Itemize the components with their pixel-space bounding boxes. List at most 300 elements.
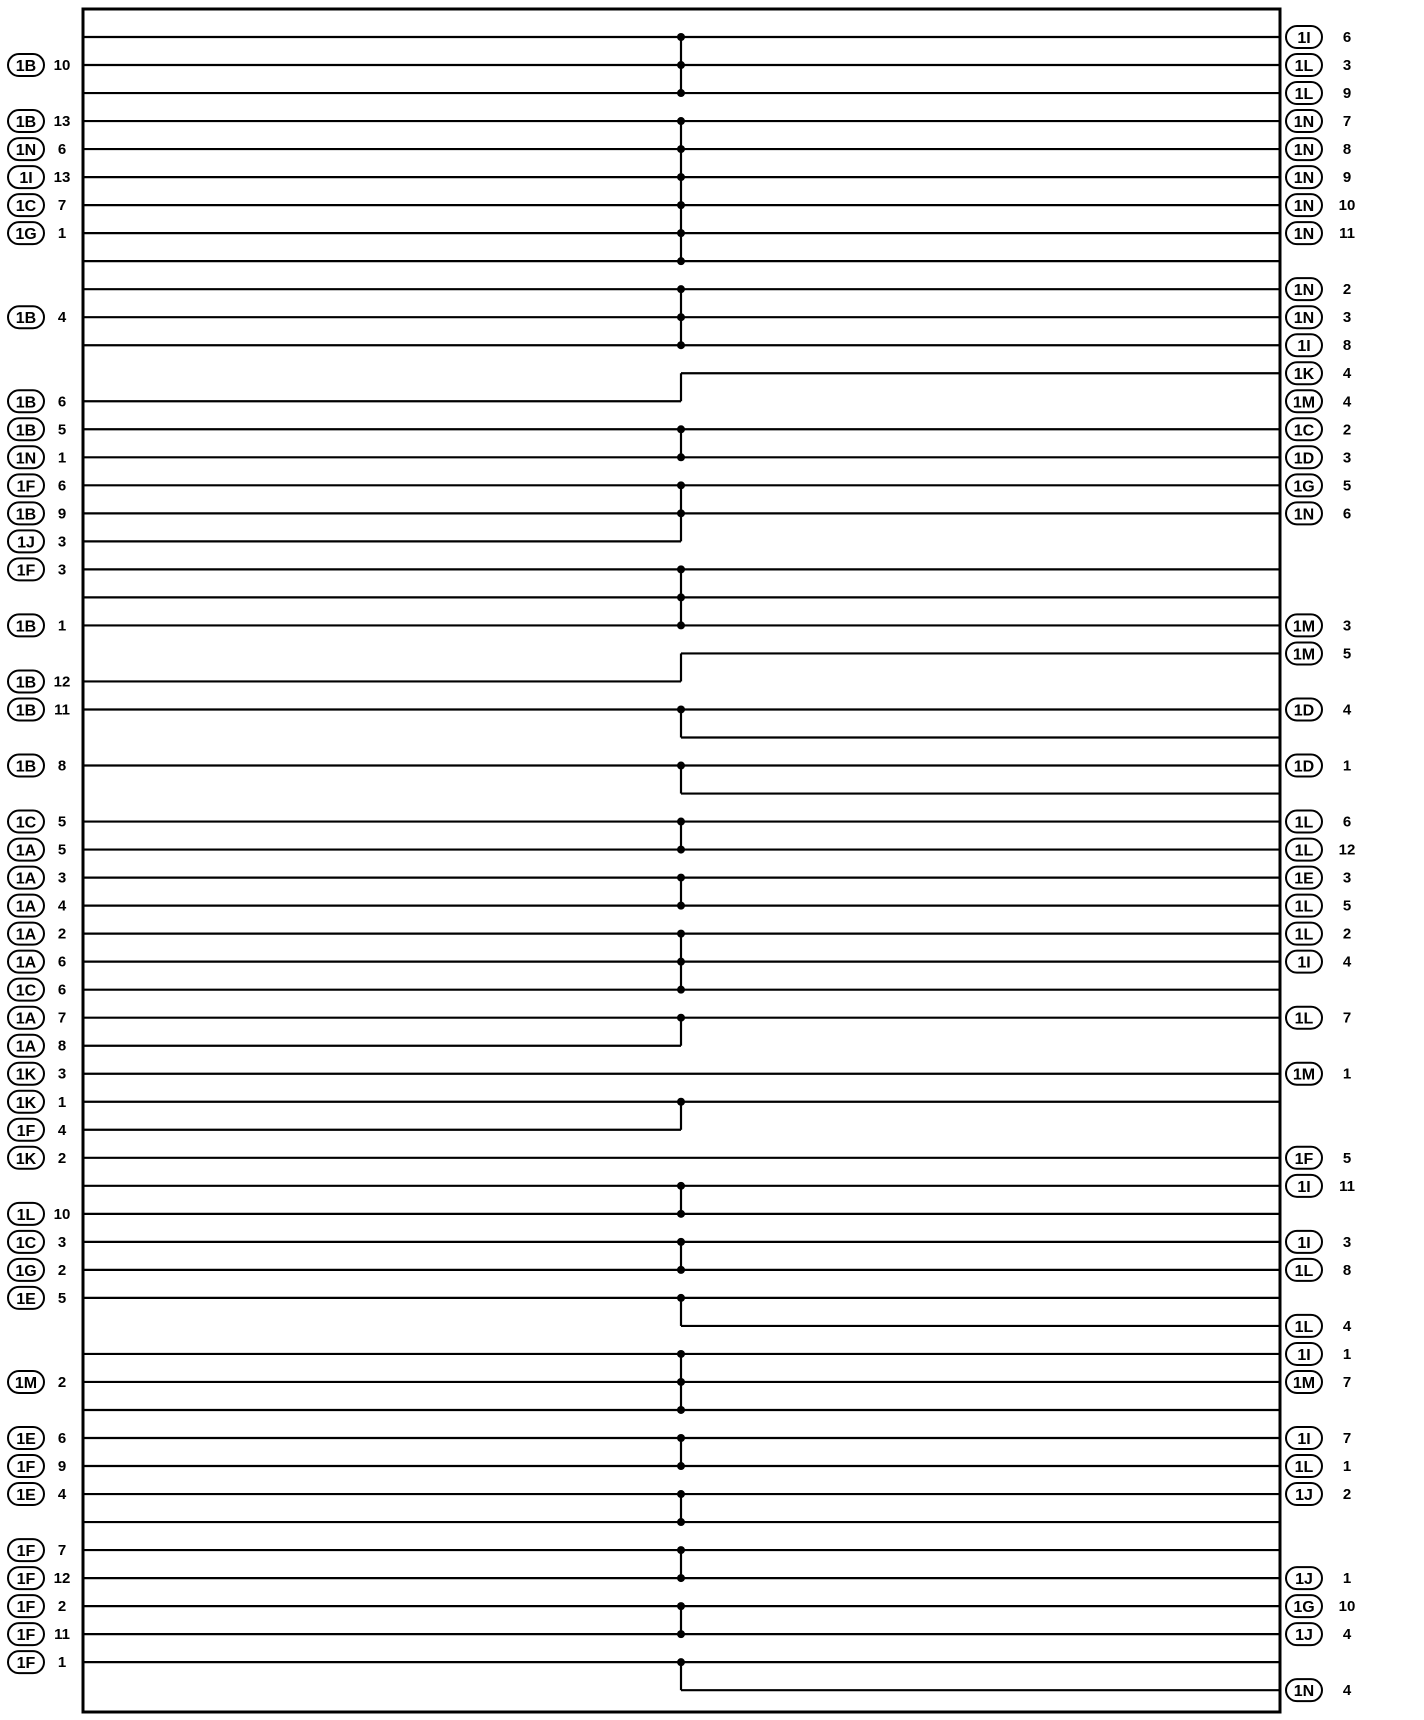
right-connector-label	[1286, 1483, 1351, 1505]
connector-pin: 5	[57, 421, 67, 439]
connector-pin: 8	[57, 757, 67, 775]
splice-junction-dot	[677, 1574, 685, 1582]
connector-pin: 3	[57, 561, 67, 579]
connector-pin: 11	[54, 1626, 70, 1644]
connector-id: 1B	[15, 674, 37, 692]
connector-id: 1G	[15, 1262, 37, 1280]
left-connector-label	[8, 1427, 66, 1449]
right-connector-label	[1286, 1175, 1355, 1197]
connector-pin: 8	[57, 1037, 67, 1055]
connector-id: 1E	[16, 1487, 36, 1505]
splice-junction-dot	[677, 1602, 685, 1610]
connector-id: 1M	[1292, 1374, 1316, 1392]
splice-junction-dot	[677, 33, 685, 41]
right-connector-label	[1286, 166, 1351, 188]
left-connector-label	[8, 811, 66, 833]
left-connector-label	[8, 755, 66, 777]
connector-pin: 6	[1342, 813, 1352, 831]
connector-id: 1L	[1294, 1010, 1314, 1028]
right-connector-label	[1286, 1595, 1355, 1617]
connector-pin: 5	[1342, 477, 1352, 495]
left-connector-label	[8, 54, 70, 76]
left-connector-label	[8, 138, 66, 160]
connector-pin: 11	[54, 701, 70, 719]
right-connector-label	[1286, 54, 1351, 76]
left-connector-label	[8, 1035, 66, 1057]
connector-pin: 12	[1338, 841, 1356, 859]
connector-id: 1B	[15, 702, 37, 720]
connector-id: 1E	[16, 1431, 36, 1448]
connector-id: 1L	[1294, 926, 1314, 944]
connector-pin: 2	[57, 925, 67, 943]
right-connector-label	[1286, 390, 1352, 412]
right-connector-label	[1286, 923, 1351, 945]
connector-id: 1C	[15, 814, 37, 832]
splice-junction-dot	[677, 117, 685, 125]
connector-id: 1K	[15, 1066, 37, 1084]
connector-pin: 3	[1342, 1233, 1352, 1251]
connector-pin: 3	[57, 869, 67, 887]
splice-junction-dot	[677, 425, 685, 433]
connector-pin: 7	[1342, 1009, 1352, 1027]
connector-id: 1B	[15, 310, 37, 328]
splice-junction-dot	[677, 1210, 685, 1218]
left-connector-label	[8, 530, 66, 552]
left-connector-label	[8, 418, 66, 440]
right-connector-label	[1286, 138, 1351, 160]
connector-pin: 5	[1342, 645, 1352, 663]
splice-junction-dot	[677, 173, 685, 181]
left-connector-label	[8, 614, 66, 636]
splice-junction-dot	[677, 61, 685, 69]
connector-id: 1E	[16, 1290, 36, 1308]
connector-id: 1I	[1297, 1431, 1311, 1448]
junction-layer	[677, 33, 685, 1666]
left-connector-label	[8, 502, 66, 524]
connector-pin: 3	[1342, 57, 1352, 75]
right-connector-label	[1286, 222, 1355, 244]
connector-id: 1F	[16, 1122, 36, 1140]
right-connector-label	[1286, 1343, 1351, 1365]
connector-pin: 1	[1342, 1065, 1352, 1083]
right-connector-label	[1286, 1147, 1351, 1169]
connector-pin: 3	[1342, 309, 1352, 327]
right-connector-label	[1286, 698, 1352, 720]
right-connector-label	[1286, 306, 1351, 328]
connector-pin: 5	[57, 813, 67, 831]
right-connector-label	[1286, 110, 1351, 132]
splice-junction-dot	[677, 930, 685, 938]
right-connector-label	[1286, 1623, 1352, 1645]
right-connector-label	[1286, 1231, 1351, 1253]
connector-id: 1B	[15, 58, 37, 76]
connector-pin: 7	[57, 197, 67, 215]
splice-junction-dot	[677, 1546, 685, 1554]
left-connector-label	[8, 306, 67, 328]
left-connector-label	[8, 895, 67, 917]
connector-id: 1B	[15, 114, 37, 132]
left-connector-label	[8, 1063, 66, 1085]
connector-pin: 13	[53, 113, 71, 131]
connector-id: 1L	[1294, 1318, 1314, 1336]
connector-pin: 6	[57, 477, 67, 495]
connector-id: 1A	[15, 954, 37, 972]
left-connector-label	[8, 979, 66, 1001]
connector-id: 1F	[16, 1459, 36, 1477]
connector-id: 1N	[1293, 1683, 1315, 1701]
left-connector-label	[8, 1483, 67, 1505]
connector-id: 1M	[14, 1374, 38, 1392]
splice-junction-dot	[677, 705, 685, 713]
connector-id: 1K	[1293, 366, 1315, 384]
connector-pin: 11	[1339, 225, 1355, 243]
connector-pin: 4	[57, 1121, 67, 1139]
connector-id: 1B	[15, 618, 37, 636]
connector-pin: 8	[1342, 141, 1352, 159]
right-connector-label	[1286, 1427, 1351, 1449]
left-connector-label	[8, 222, 66, 244]
splice-junction-dot	[677, 1014, 685, 1022]
connector-id: 1L	[16, 1206, 36, 1224]
connector-pin: 1	[57, 1654, 67, 1672]
left-connector-label	[8, 1567, 70, 1589]
connector-pin: 12	[53, 1570, 71, 1588]
splice-junction-dot	[677, 229, 685, 237]
connector-id: 1N	[1293, 142, 1315, 160]
splice-junction-dot	[677, 1266, 685, 1274]
left-connector-column	[8, 54, 70, 1673]
connector-id: 1A	[15, 842, 37, 860]
splice-junction-dot	[677, 846, 685, 854]
connector-pin: 4	[1342, 393, 1352, 411]
left-connector-label	[8, 839, 66, 861]
connector-id: 1E	[1294, 870, 1314, 888]
connector-pin: 10	[53, 1205, 71, 1223]
connector-id: 1N	[1293, 226, 1315, 244]
connector-id: 1D	[1293, 758, 1315, 776]
left-connector-label	[8, 110, 70, 132]
connector-id: 1L	[1294, 898, 1314, 916]
connector-pin: 9	[1342, 169, 1352, 187]
connector-pin: 1	[57, 449, 67, 467]
connector-id: 1J	[1295, 1487, 1313, 1505]
connector-pin: 9	[1342, 85, 1352, 103]
splice-junction-dot	[677, 902, 685, 910]
left-connector-label	[8, 1147, 66, 1169]
connector-pin: 1	[1342, 1570, 1352, 1588]
right-connector-label	[1286, 867, 1351, 889]
connector-id: 1J	[1295, 1627, 1313, 1645]
right-connector-label	[1286, 82, 1351, 104]
connector-pin: 9	[57, 1458, 67, 1476]
connector-pin: 6	[57, 1430, 67, 1447]
connector-id: 1D	[1293, 450, 1315, 468]
right-connector-label	[1286, 1455, 1351, 1477]
connector-pin: 1	[57, 225, 67, 243]
splice-junction-dot	[677, 1406, 685, 1414]
connector-pin: 4	[1342, 1682, 1352, 1700]
connector-id: 1I	[19, 170, 33, 188]
connector-id: 1G	[1293, 1599, 1315, 1617]
splice-junction-dot	[677, 874, 685, 882]
connector-pin: 2	[1342, 281, 1352, 299]
connector-id: 1G	[15, 226, 37, 244]
splice-junction-dot	[677, 257, 685, 265]
splice-junction-dot	[677, 481, 685, 489]
connector-pin: 6	[57, 141, 67, 159]
splice-junction-dot	[677, 818, 685, 826]
connector-pin: 10	[1338, 1598, 1356, 1616]
connector-id: 1L	[1294, 814, 1314, 832]
left-connector-label	[8, 1203, 70, 1225]
connector-id: 1I	[1297, 1234, 1311, 1252]
left-connector-label	[8, 1539, 66, 1561]
connector-pin: 12	[53, 673, 71, 691]
connector-id: 1I	[1297, 30, 1311, 47]
connector-id: 1F	[16, 562, 36, 580]
connector-pin: 7	[1342, 1430, 1352, 1447]
right-connector-label	[1286, 194, 1355, 216]
connector-pin: 4	[1342, 953, 1352, 971]
splice-junction-dot	[677, 621, 685, 629]
right-connector-label	[1286, 1007, 1351, 1029]
left-connector-label	[8, 1651, 66, 1673]
connector-id: 1F	[16, 478, 36, 496]
connector-id: 1N	[1293, 114, 1315, 132]
connector-pin: 4	[57, 309, 67, 327]
right-connector-label	[1286, 362, 1352, 384]
left-connector-label	[8, 1623, 70, 1645]
right-connector-label	[1286, 895, 1351, 917]
left-connector-label	[8, 558, 66, 580]
splice-junction-dot	[677, 1182, 685, 1190]
connector-pin: 8	[1342, 337, 1352, 355]
wire-layer	[83, 37, 1280, 1690]
connector-id: 1F	[16, 1571, 36, 1589]
splice-junction-dot	[677, 958, 685, 966]
connector-id: 1F	[16, 1543, 36, 1561]
connector-pin: 1	[57, 617, 67, 635]
connector-pin: 4	[1342, 1626, 1352, 1644]
right-connector-label	[1286, 418, 1351, 440]
splice-junction-dot	[677, 1658, 685, 1666]
connector-pin: 3	[57, 533, 67, 551]
left-connector-label	[8, 867, 66, 889]
connector-pin: 2	[1342, 1486, 1352, 1504]
connector-pin: 10	[1338, 197, 1356, 215]
connector-id: 1N	[1293, 282, 1315, 300]
connector-pin: 4	[1342, 365, 1352, 383]
connector-id: 1K	[15, 1150, 37, 1168]
splice-junction-dot	[677, 1434, 685, 1442]
right-connector-label	[1286, 26, 1351, 48]
connector-pin: 8	[1342, 1261, 1352, 1279]
left-connector-label	[8, 1091, 66, 1113]
left-connector-label	[8, 194, 66, 216]
left-connector-label	[8, 1595, 66, 1617]
right-connector-label	[1286, 755, 1351, 777]
connector-pin: 7	[1342, 1373, 1352, 1391]
connector-pin: 5	[1342, 897, 1352, 915]
left-connector-label	[8, 1119, 67, 1141]
left-connector-label	[8, 951, 66, 973]
connector-id: 1M	[1292, 618, 1316, 636]
connector-id: 1N	[15, 450, 37, 468]
connector-pin: 5	[57, 1289, 67, 1307]
connector-pin: 7	[57, 1009, 67, 1027]
right-connector-label	[1286, 614, 1351, 636]
connector-pin: 2	[57, 1149, 67, 1167]
connector-pin: 11	[1339, 1177, 1355, 1195]
connector-id: 1C	[15, 198, 37, 216]
connector-id: 1N	[1293, 506, 1315, 524]
connector-pin: 4	[57, 1486, 67, 1504]
left-connector-label	[8, 670, 70, 692]
splice-junction-dot	[677, 341, 685, 349]
connector-id: 1C	[15, 1234, 37, 1252]
connector-id: 1F	[16, 1655, 36, 1673]
connector-pin: 4	[1342, 1317, 1352, 1335]
connector-id: 1L	[1294, 86, 1314, 104]
splice-junction-dot	[677, 986, 685, 994]
left-connector-label	[8, 166, 70, 188]
left-connector-label	[8, 1231, 66, 1253]
splice-junction-dot	[677, 1518, 685, 1526]
left-connector-label	[8, 390, 66, 412]
right-connector-label	[1286, 839, 1355, 861]
right-connector-label	[1286, 951, 1352, 973]
connector-pin: 4	[57, 897, 67, 915]
connector-id: 1I	[1297, 1178, 1311, 1196]
connector-pin: 5	[1342, 1149, 1352, 1167]
left-connector-label	[8, 1371, 66, 1393]
right-connector-column	[1286, 26, 1355, 1701]
right-connector-label	[1286, 1567, 1351, 1589]
left-connector-label	[8, 923, 66, 945]
right-connector-label	[1286, 446, 1351, 468]
connector-id: 1I	[1297, 1346, 1311, 1364]
connector-pin: 3	[1342, 869, 1352, 887]
connector-pin: 9	[57, 505, 67, 523]
connector-pin: 6	[57, 393, 67, 411]
connector-pin: 10	[53, 57, 71, 75]
connector-id: 1N	[1293, 198, 1315, 216]
connector-pin: 1	[1342, 1345, 1352, 1363]
splice-junction-dot	[677, 145, 685, 153]
connector-pin: 6	[57, 981, 67, 999]
right-connector-label	[1286, 334, 1351, 356]
connector-pin: 2	[1342, 925, 1352, 943]
connector-id: 1J	[17, 534, 35, 552]
connector-pin: 3	[1342, 449, 1352, 467]
right-connector-label	[1286, 1679, 1352, 1701]
connector-pin: 13	[53, 169, 71, 187]
connector-id: 1I	[1297, 954, 1311, 972]
connector-pin: 1	[1342, 757, 1352, 775]
splice-junction-dot	[677, 1294, 685, 1302]
connector-pin: 7	[57, 1542, 67, 1560]
connector-id: 1M	[1292, 394, 1316, 412]
left-connector-label	[8, 1455, 66, 1477]
connector-pin: 3	[57, 1065, 67, 1083]
connector-id: 1L	[1294, 58, 1314, 76]
connector-pin: 2	[1342, 421, 1352, 439]
right-connector-label	[1286, 642, 1351, 664]
splice-junction-dot	[677, 89, 685, 97]
splice-junction-dot	[677, 565, 685, 573]
connector-pin: 2	[57, 1373, 67, 1391]
connector-pin: 3	[57, 1233, 67, 1251]
splice-junction-dot	[677, 509, 685, 517]
connector-id: 1N	[1293, 310, 1315, 328]
connector-pin: 4	[1342, 701, 1352, 719]
left-connector-label	[8, 698, 70, 720]
right-connector-label	[1286, 1371, 1351, 1393]
splice-junction-dot	[677, 1098, 685, 1106]
left-connector-label	[8, 474, 66, 496]
splice-junction-dot	[677, 285, 685, 293]
connector-id: 1L	[1294, 1459, 1314, 1477]
splice-junction-dot	[677, 1238, 685, 1246]
connector-pin: 2	[57, 1598, 67, 1616]
connector-id: 1A	[15, 898, 37, 916]
connector-id: 1B	[15, 422, 37, 440]
connector-id: 1B	[15, 506, 37, 524]
connector-id: 1B	[15, 394, 37, 412]
connector-id: 1N	[15, 142, 37, 160]
connector-id: 1F	[16, 1599, 36, 1617]
left-connector-label	[8, 1259, 66, 1281]
right-connector-label	[1286, 811, 1351, 833]
connector-id: 1J	[1295, 1571, 1313, 1589]
connector-pin: 5	[57, 841, 67, 859]
connector-id: 1G	[1293, 478, 1315, 496]
connector-pin: 6	[57, 953, 67, 971]
connector-id: 1C	[1293, 422, 1315, 440]
left-connector-label	[8, 446, 66, 468]
connector-pin: 6	[1342, 505, 1352, 523]
connector-id: 1F	[16, 1627, 36, 1645]
splice-junction-dot	[677, 1462, 685, 1470]
right-connector-label	[1286, 278, 1351, 300]
connector-id: 1D	[1293, 702, 1315, 720]
right-connector-label	[1286, 474, 1351, 496]
splice-junction-dot	[677, 201, 685, 209]
connector-pin: 1	[1342, 1458, 1352, 1476]
splice-junction-dot	[677, 313, 685, 321]
splice-junction-dot	[677, 1630, 685, 1638]
splice-junction-dot	[677, 1490, 685, 1498]
connector-id: 1A	[15, 870, 37, 888]
connector-pin: 1	[57, 1093, 67, 1111]
connector-id: 1A	[15, 926, 37, 944]
connector-id: 1C	[15, 982, 37, 1000]
connector-id: 1L	[1294, 842, 1314, 860]
right-connector-label	[1286, 1259, 1351, 1281]
connector-id: 1M	[1292, 646, 1316, 664]
connector-pin: 6	[1342, 29, 1352, 46]
connector-id: 1A	[15, 1038, 37, 1056]
right-connector-label	[1286, 1315, 1352, 1337]
right-connector-label	[1286, 502, 1351, 524]
left-connector-label	[8, 1007, 66, 1029]
connector-id: 1N	[1293, 170, 1315, 188]
connector-pin: 2	[57, 1261, 67, 1279]
splice-junction-dot	[677, 593, 685, 601]
connector-id: 1F	[1294, 1150, 1314, 1168]
connector-pin: 7	[1342, 113, 1352, 131]
left-connector-label	[8, 1287, 66, 1309]
